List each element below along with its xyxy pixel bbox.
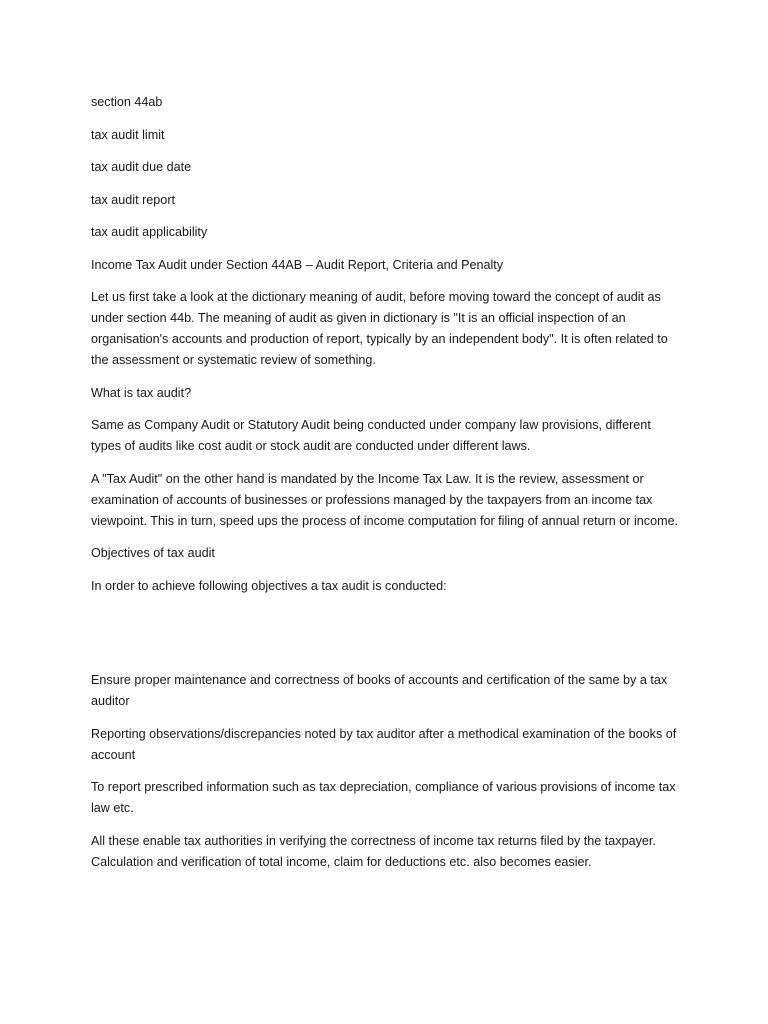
- document-title: Income Tax Audit under Section 44AB – Audit Report, Criteria and Penalty: [91, 257, 504, 272]
- keyword-line: tax audit applicability: [91, 225, 208, 239]
- objective-item: Ensure proper maintenance and correctness of books of accounts and certification of the same by a tax auditor: [91, 673, 668, 708]
- keyword-line: tax audit due date: [91, 160, 192, 174]
- keyword-line: tax audit report: [91, 192, 176, 207]
- keyword-line: section 44ab: [91, 95, 163, 109]
- objectives-intro: In order to achieve following objectives a tax audit is conducted:: [91, 578, 447, 593]
- objectives-heading: Objectives of tax audit: [91, 546, 215, 560]
- tax-audit-paragraph-2: A "Tax Audit" on the other hand is mandated by the Income Tax Law. It is the review, assessment or examination of accounts of businesses or professions managed by the taxpayers from an income tax viewpoint. This in turn, speed ups the process of income computation for filing of annual return or income.: [91, 471, 679, 528]
- closing-paragraph: All these enable tax authorities in verifying the correctness of income tax returns filed by the taxpayer. Calculation and verification of total income, claim for deductions etc. also becomes easier.: [91, 833, 656, 869]
- intro-paragraph: Let us first take a look at the dictionary meaning of audit, before moving toward the concept of audit as under section 44b. The meaning of audit as given in dictionary is "It is an official inspection of an organisation's accounts and production of report, typically by an independent body". It is often related to the assessment or systematic review of something.: [91, 290, 668, 367]
- tax-audit-paragraph-1: Same as Company Audit or Statutory Audit being conducted under company law provisions, different types of audits like cost audit or stock audit are conducted under different laws.: [91, 418, 651, 453]
- keyword-line: tax audit limit: [91, 127, 165, 142]
- objective-item: To report prescribed information such as tax depreciation, compliance of various provisions of income tax law etc.: [91, 780, 676, 815]
- objective-item: Reporting observations/discrepancies noted by tax auditor after a methodical examination of the books of account: [91, 726, 677, 762]
- document-body: [91, 92, 681, 884]
- what-is-tax-audit-heading: What is tax audit?: [91, 385, 192, 400]
- blank-spacer: [91, 608, 681, 670]
